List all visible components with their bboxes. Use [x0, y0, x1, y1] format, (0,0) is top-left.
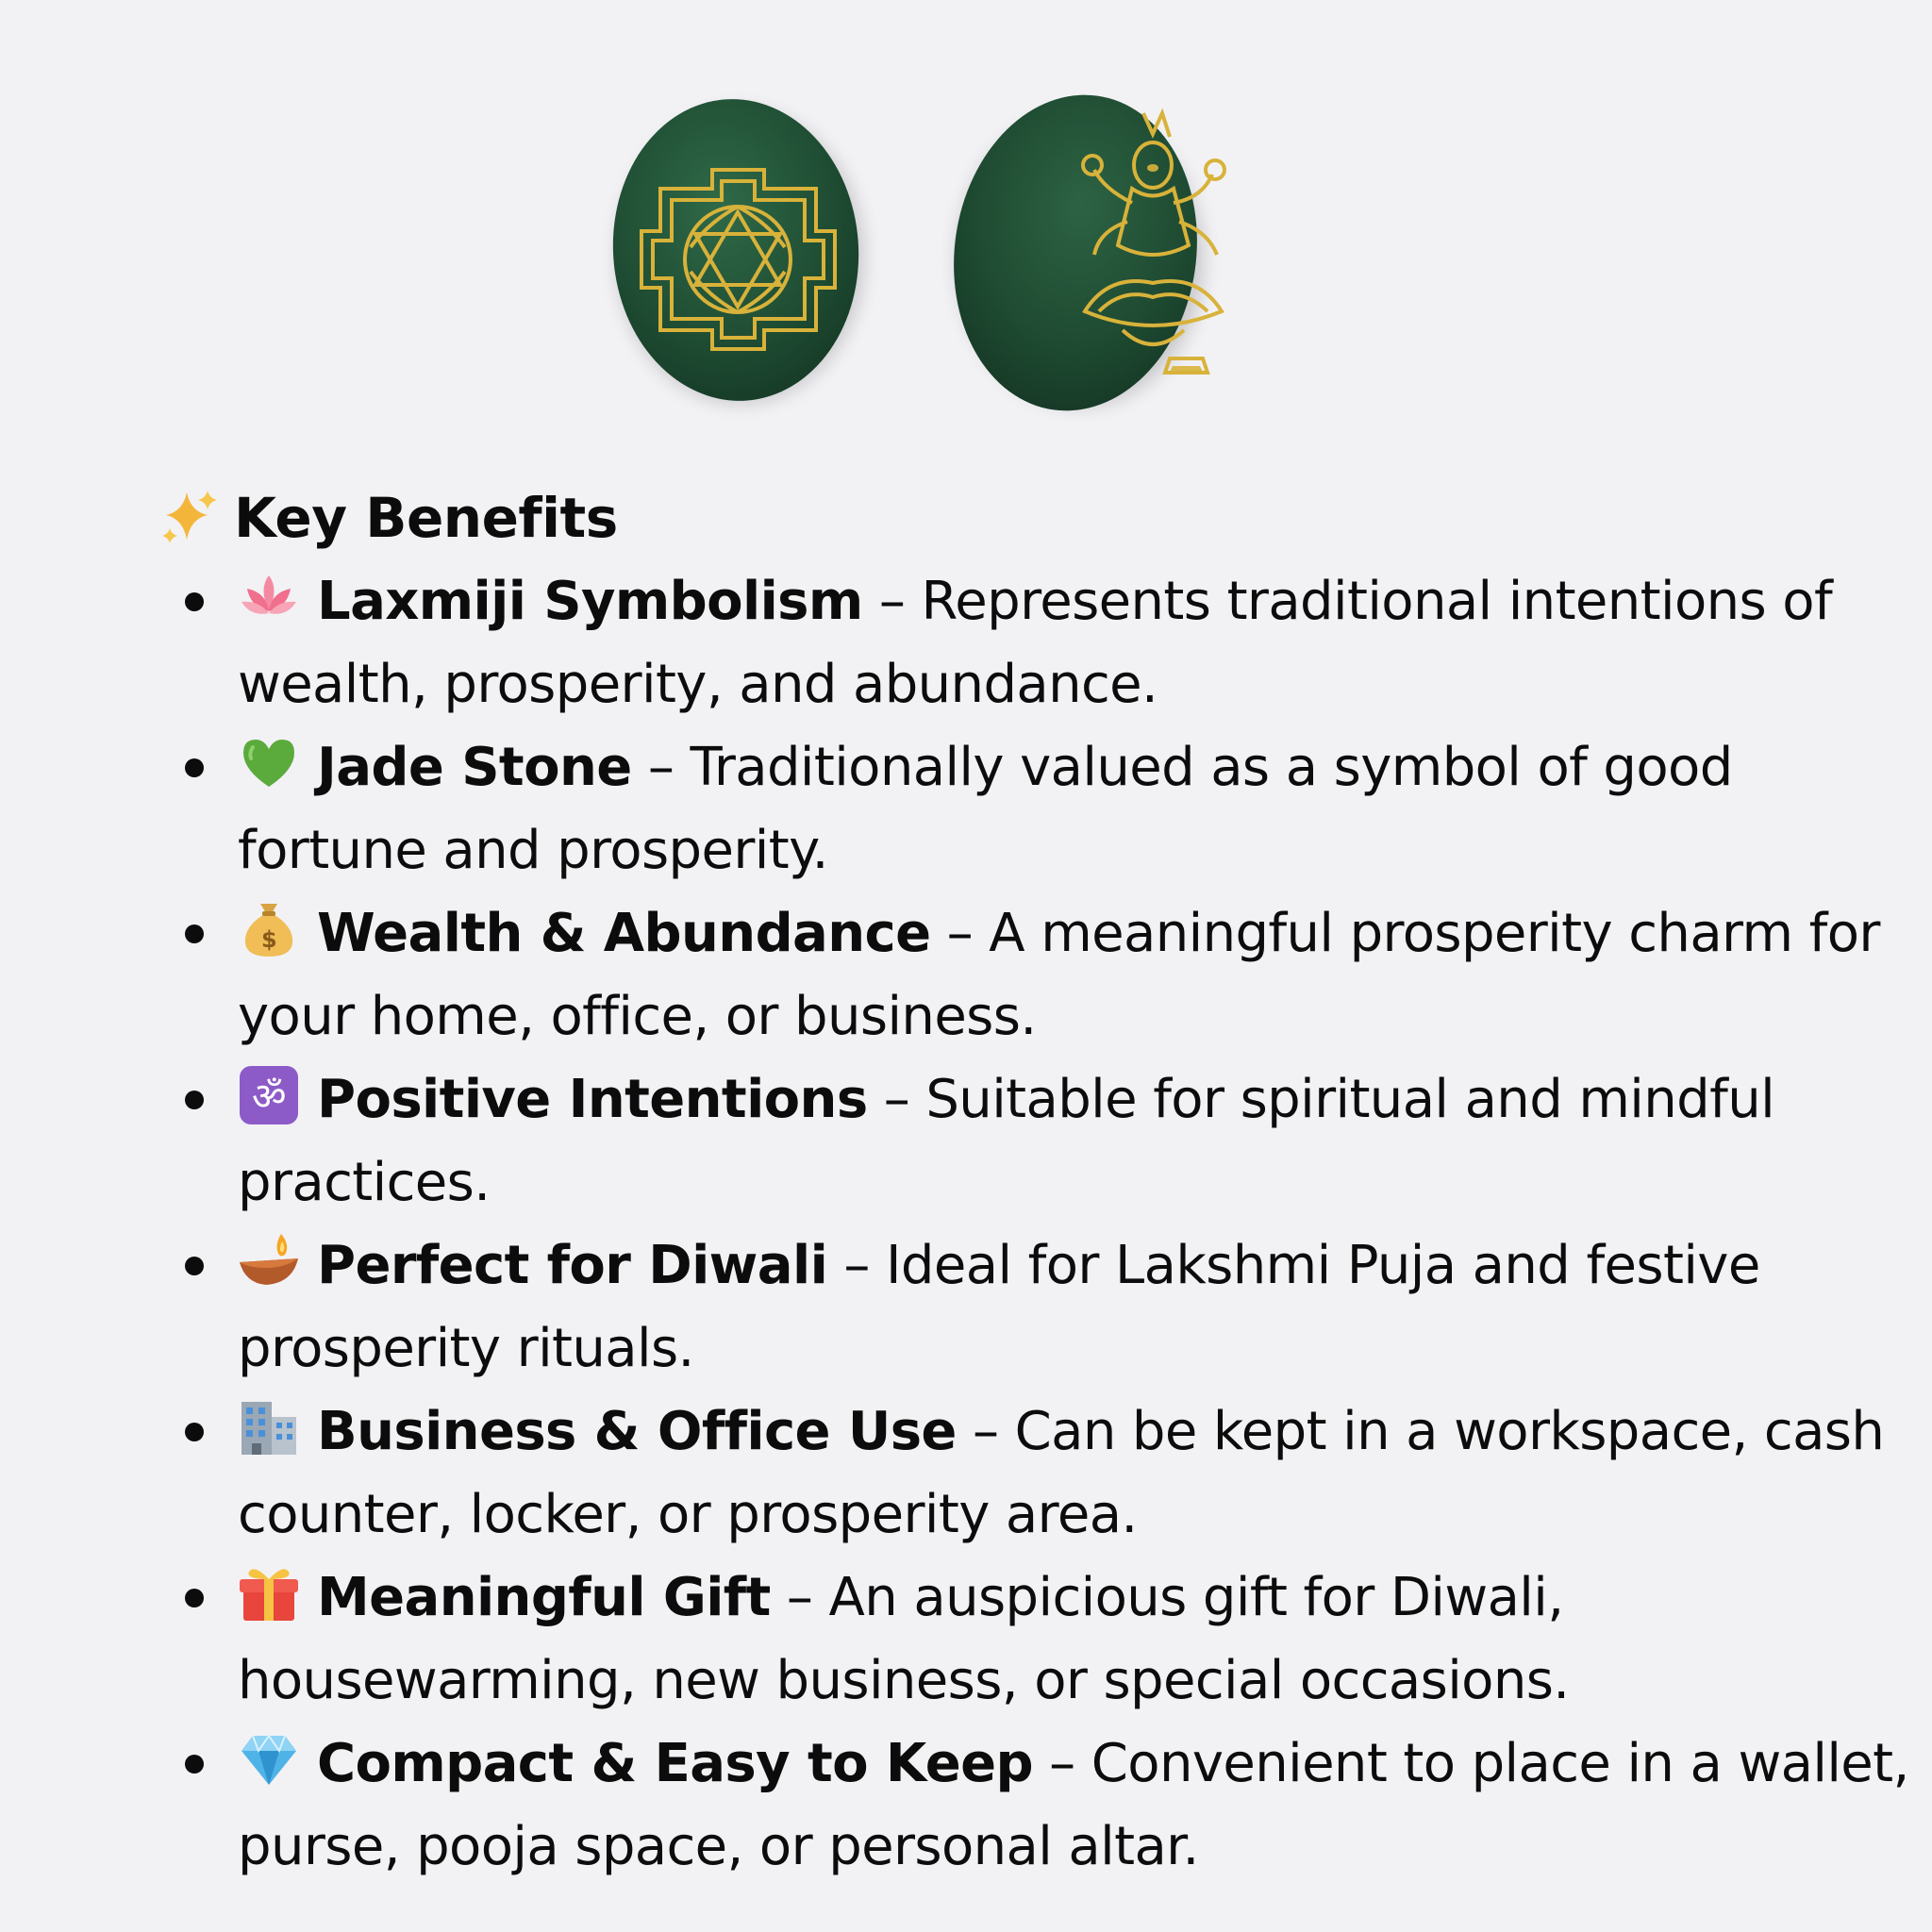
bullet [185, 758, 204, 777]
benefit-title: Jade Stone [317, 737, 632, 798]
gem-icon [238, 1728, 300, 1790]
benefit-separator: – [862, 571, 922, 632]
benefit-separator: – [956, 1401, 1015, 1462]
benefit-separator: – [770, 1567, 829, 1628]
bullet [185, 924, 204, 943]
benefit-item-gift [158, 1557, 1913, 1723]
benefit-item-positive-intentions [158, 1058, 1913, 1224]
benefit-separator: – [827, 1235, 887, 1296]
yantra-stone [603, 91, 869, 408]
benefit-separator: – [867, 1069, 926, 1130]
benefits-heading-text: Key Benefits [234, 486, 618, 550]
bullet [185, 1091, 204, 1109]
benefit-title: Business & Office Use [317, 1401, 957, 1462]
benefit-text: Represents traditional intentions of wealth, prosperity, and abundance. [238, 571, 1833, 715]
benefit-text: Ideal for Lakshmi Puja and festive prosperity rituals. [238, 1235, 1760, 1379]
key-benefits-section [158, 479, 1913, 1889]
benefit-title: Compact & Easy to Keep [317, 1733, 1033, 1794]
benefit-title: Wealth & Abundance [317, 903, 931, 964]
benefit-title: Positive Intentions [317, 1069, 868, 1130]
lotus-icon [238, 566, 300, 628]
benefit-title: Laxmiji Symbolism [317, 571, 863, 632]
benefit-title: Perfect for Diwali [317, 1235, 828, 1296]
om-icon [238, 1064, 300, 1126]
bullet [185, 592, 204, 611]
benefit-item-jade-stone [158, 726, 1913, 892]
benefits-list [158, 560, 1913, 1889]
benefit-separator: – [1032, 1733, 1091, 1794]
benefit-text: Can be kept in a workspace, cash counter, locker, or prosperity area. [238, 1401, 1885, 1545]
benefit-item-business [158, 1391, 1913, 1557]
bullet [185, 1423, 204, 1441]
bullet [185, 1755, 204, 1774]
benefit-item-diwali [158, 1224, 1913, 1391]
bullet [185, 1257, 204, 1275]
product-image [0, 0, 1932, 491]
benefit-text: A meaningful prosperity charm for your home, office, or business. [238, 903, 1880, 1047]
benefit-item-laxmiji [158, 560, 1913, 726]
benefit-item-compact [158, 1723, 1913, 1889]
gift-icon [238, 1562, 300, 1624]
sparkles-icon [158, 487, 221, 549]
benefit-separator: – [930, 903, 990, 964]
lakshmi-stone [934, 79, 1224, 426]
diya-lamp-icon [238, 1230, 300, 1292]
benefit-item-wealth [158, 892, 1913, 1058]
benefit-text: An auspicious gift for Diwali, housewarming, new business, or special occasions. [238, 1567, 1570, 1711]
money-bag-icon [238, 898, 300, 960]
benefit-text: Suitable for spiritual and mindful practices. [238, 1069, 1775, 1213]
svg-text:ॐ: ॐ [252, 1075, 286, 1119]
benefit-text: Convenient to place in a wallet, purse, pooja space, or personal altar. [238, 1733, 1909, 1877]
svg-text:$: $ [260, 926, 277, 953]
jade-stones-illustration [0, 0, 1932, 491]
green-heart-icon [238, 732, 300, 794]
benefits-heading [158, 479, 1913, 557]
benefit-title: Meaningful Gift [317, 1567, 771, 1628]
bullet [185, 1589, 204, 1607]
benefit-text: Traditionally valued as a symbol of good fortune and prosperity. [238, 737, 1733, 881]
benefit-separator: – [631, 737, 691, 798]
office-building-icon [238, 1396, 300, 1458]
